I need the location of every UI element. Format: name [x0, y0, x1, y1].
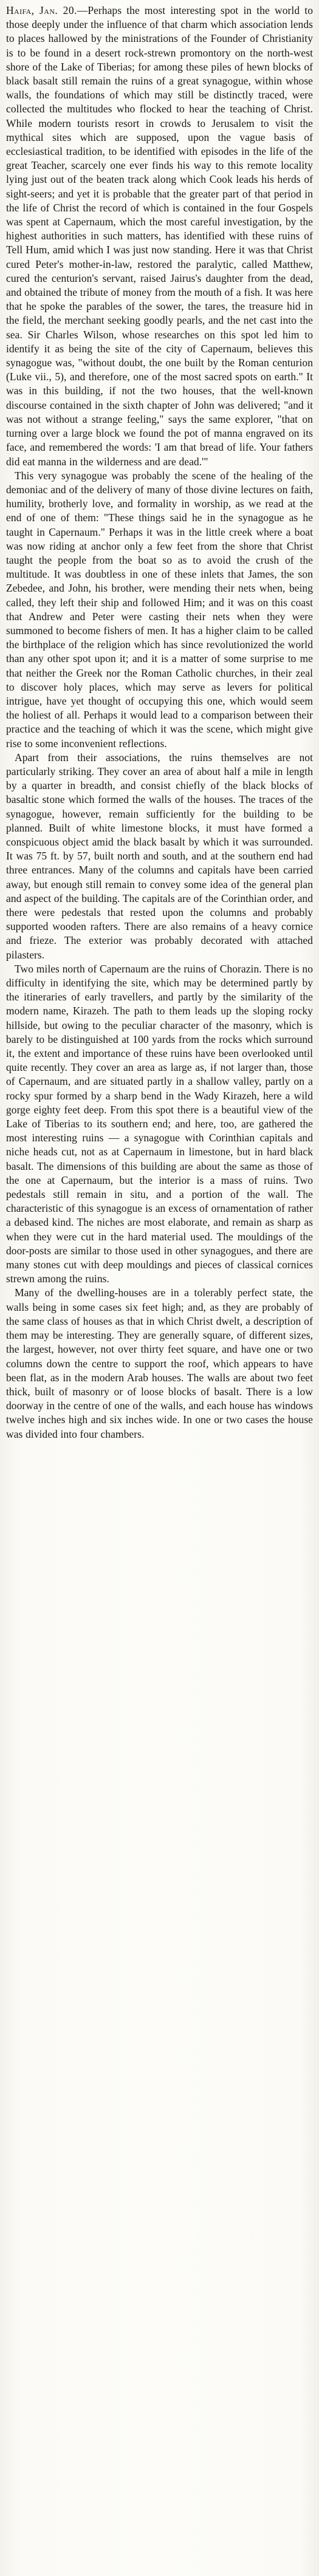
body-paragraph-chorazin: Two miles north of Capernaum are the ruins of Chorazin. There is no difficulty in identifying the site, which may be determined partly by the itineraries of early travellers, and partly by the similarity of the modern name, Kirazeh. The path to them leads up the sloping rocky hillside, but owing to the peculiar character of the masonry, which is barely to be distinguished at 100 yards from the rocks which surround it, the extent and importance of these ruins have been overlooked until quite recently. They cover an area as large as, if not larger than, those of Capernaum, and are situated partly in a shallow valley, partly on a rocky spur formed by a sharp bend in the Wady Kirazeh, here a wild gorge eighty feet deep. From this spot there is a beautiful view of the Lake of Tiberias to its southern end; and here, too, are gathered the most interesting ruins — a synagogue with Corinthian capitals and niche heads cut, not as at Capernaum in limestone, but in hard black basalt. The dimensions of this building are about the same as those of the one at Capernaum, but the interior is a mass of ruins. Two pedestals still remain in situ, and a portion of the wall. The characteristic of this synagogue is an excess of ornamentation of rather a debased kind. The niches are most elaborate, and remain as sharp as when they were cut in the hard material used. The mouldings of the door-posts are similar to those used in other synagogues, and there are many stones cut with deep mouldings and pieces of classical cornices strewn among the ruins.	[6, 962, 313, 1285]
newspaper-column	[6, 4, 313, 2573]
lead-paragraph-text: —Perhaps the most interesting spot in the world to those deeply under the influence of that charm which association lends to places hallowed by the ministrations of the Founder of Christianity is to be found in a desert rock-strewn promontory on the north-west shore of the Lake of Tiberias; for among these piles of hewn blocks of black basalt still remain the ruins of a great synagogue, within whose walls, the foundations of which may still be distinctly traced, were collected the multitudes who flocked to hear the teaching of Christ. While modern tourists resort in crowds to Jerusalem to visit the mythical sites which are supposed, upon the vague basis of ecclesiastical tradition, to be identified with episodes in the life of the great Teacher, scarcely one ever finds his way to this remote locality lying just out of the beaten track along which Cook leads his herds of sight-seers; and yet it is probable that the greater part of that period in the life of Christ the record of which is contained in the four Gospels was spent at Capernaum, which the most careful investigation, by the highest authorities in such matters, has identified with these ruins of Tell Hum, amid which I was just now standing. Here it was that Christ cured Peter's mother-in-law, restored the paralytic, called Matthew, cured the centurion's servant, raised Jairus's daughter from the dead, and obtained the tribute of money from the mouth of a fish. It was here that he spoke the parables of the sower, the tares, the treasure hid in the field, the merchant seeking goodly pearls, and the net cast into the sea. Sir Charles Wilson, whose researches on this spot led him to identify it as being the site of the city of Capernaum, believes this synagogue was, "without doubt, the one built by the Roman centurion (Luke vii., 5), and therefore, one of the most sacred spots on earth." It was in this building, if not the two houses, that the well-known discourse contained in the sixth chapter of John was delivered; "and it was not without a strange feeling," says the same explorer, "that on turning over a large block we found the pot of manna engraved on its face, and remembered the words: 'I am that bread of life. Your fathers did eat manna in the wilderness and are dead.'"	[6, 4, 313, 468]
body-paragraph-ruins-description: Apart from their associations, the ruins themselves are not particularly striking. They cover an area of about half a mile in length by a quarter in breadth, and consist chiefly of the black blocks of basaltic stone which formed the walls of the houses. The traces of the synagogue, however, remain sufficiently for the building to be planned. Built of white limestone blocks, it must have formed a conspicuous object amid the black basalt by which it was surrounded. It was 75 ft. by 57, built north and south, and at the southern end had three entrances. Many of the columns and capitals have been carried away, but enough still remain to convey some idea of the general plan and aspect of the building. The capitals are of the Corinthian order, and there were pedestals that rested upon the columns and probably supported wooden rafters. There are also remains of a heavy cornice and frieze. The exterior was probably decorated with attached pilasters.	[6, 751, 313, 961]
body-paragraph-dwelling-houses: Many of the dwelling-houses are in a tolerably perfect state, the walls being in some cases six feet high; and, as they are probably of the same class of houses as that in which Christ dwelt, a description of them may be interesting. They are generally square, of different sizes, the largest, however, not over thirty feet square, and have one or two columns down the centre to support the roof, which appears to have been flat, as in the modern Arab houses. The walls are about two feet thick, built of masonry or of loose blocks of basalt. There is a low doorway in the centre of one of the walls, and each house has windows twelve inches high and six inches wide. In one or two cases the house was divided into four chambers.	[6, 1286, 313, 1440]
dateline: Haifa, Jan. 20.	[6, 4, 77, 16]
body-paragraph-synagogue-scene: This very synagogue was probably the scene of the healing of the demoniac and of the delivery of many of those divine lectures on faith, humility, brotherly love, and formality in worship, as we read at the end of one of them: "These things said he in the synagogue as he taught in Capernaum." Perhaps it was in the little creek where a boat was now riding at anchor only a few feet from the shore that Christ taught the people from the boat so as to avoid the crush of the multitude. It was doubtless in one of these inlets that James, the son Zebedee, and John, his brother, were mending their nets when, being called, they left their ship and followed Him; and it was on this coast that Andrew and Peter were casting their nets when they were summoned to become fishers of men. It has a higher claim to be called the birthplace of the religion which has since revolutionized the world than any other spot upon it; and it is a matter of some surprise to me that neither the Greek nor the Roman Catholic churches, in their zeal to discover holy places, which may serve as levers for political intrigue, have yet thought of occupying this one, which would seem the holiest of all. Perhaps it would lead to a comparison between their practice and the teaching of which it was the scene, which might give rise to some inconvenient reflections.	[6, 469, 313, 750]
lead-paragraph	[6, 4, 313, 469]
